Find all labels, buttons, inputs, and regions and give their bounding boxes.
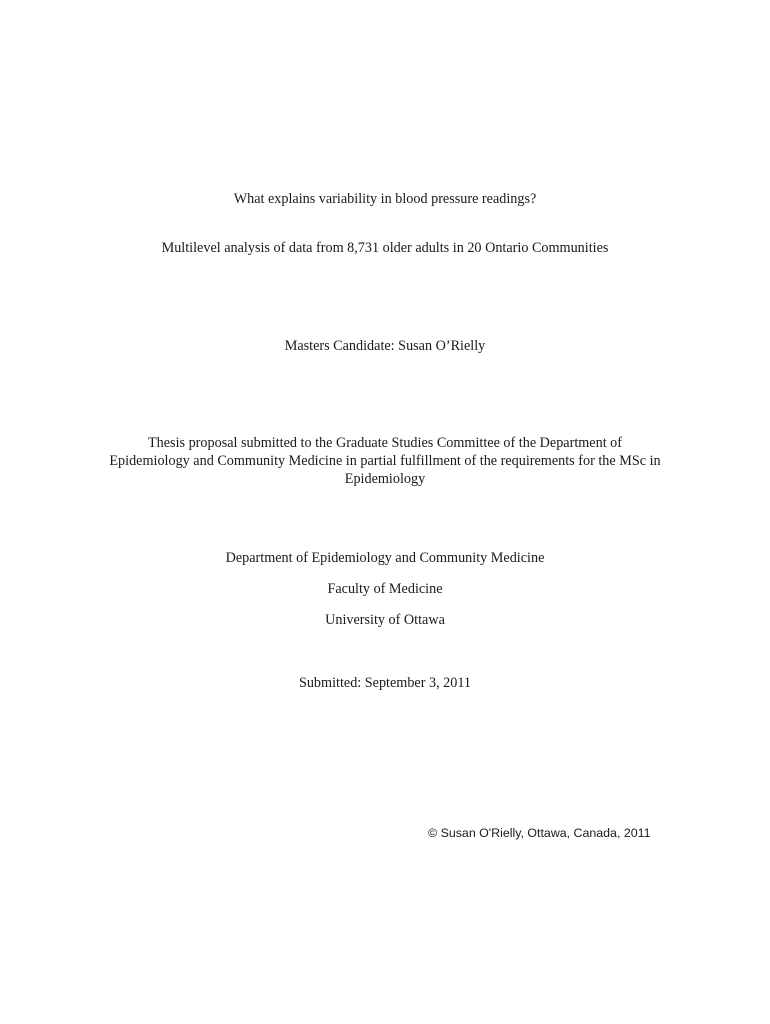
- proposal-statement: [60, 434, 710, 488]
- proposal-line-2: Epidemiology and Community Medicine in partial fulfillment of the requirements for the MSc in: [109, 453, 661, 469]
- copyright-notice: © Susan O'Rielly, Ottawa, Canada, 2011: [428, 826, 651, 840]
- faculty-line: Faculty of Medicine: [327, 581, 443, 597]
- proposal-line-1: Thesis proposal submitted to the Graduate Studies Committee of the Department of: [148, 435, 622, 451]
- thesis-subtitle: Multilevel analysis of data from 8,731 older adults in 20 Ontario Communities: [161, 240, 609, 256]
- university-line: University of Ottawa: [325, 612, 445, 628]
- submitted-date: Submitted: September 3, 2011: [298, 675, 472, 691]
- thesis-title: What explains variability in blood pressure readings?: [233, 191, 537, 207]
- proposal-line-3: Epidemiology: [344, 471, 426, 487]
- candidate-line: Masters Candidate: Susan O’Rielly: [284, 338, 486, 354]
- department-line: Department of Epidemiology and Community Medicine: [225, 550, 545, 566]
